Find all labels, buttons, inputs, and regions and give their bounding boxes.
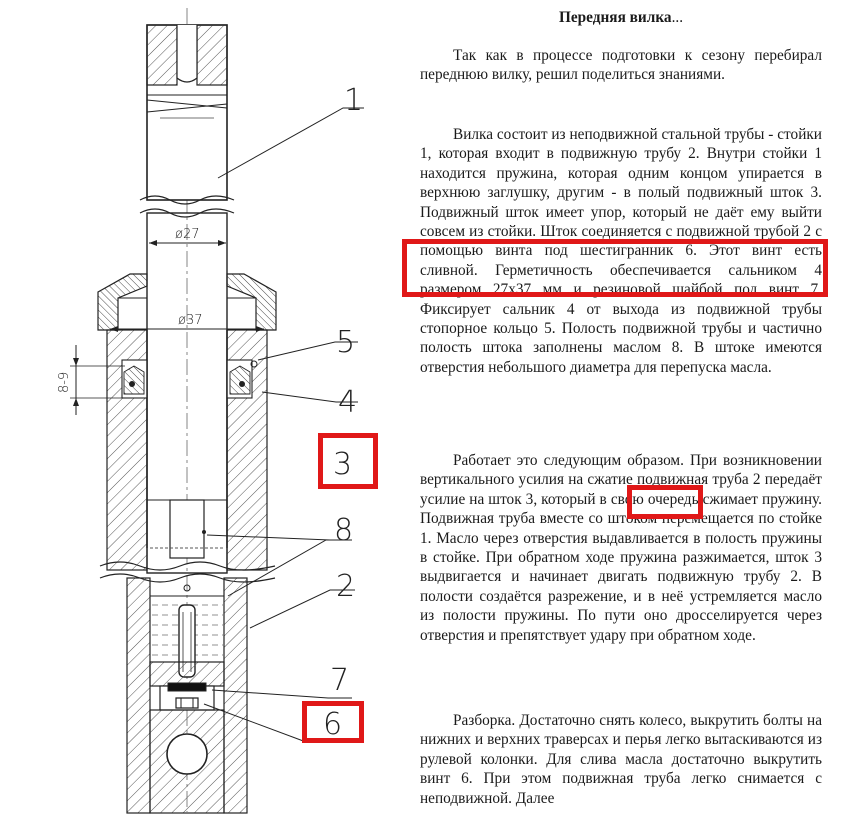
dim-d27-label: ø27 xyxy=(175,227,200,242)
part-label-4: 4 xyxy=(338,385,358,420)
dimension-d27 xyxy=(149,227,226,246)
paragraph-intro: Так как в процессе подготовки к сезону перебирал переднюю вилку, решил поделиться знаниями. xyxy=(420,47,822,84)
article-title: Передняя вилка... xyxy=(558,9,684,26)
slider-tube-lower xyxy=(127,578,247,813)
part-label-6: 6 xyxy=(323,707,343,742)
fork-drawing xyxy=(0,0,420,818)
part-label-7: 7 xyxy=(330,663,350,698)
article-body xyxy=(420,0,822,807)
stanchion-tube xyxy=(140,25,234,217)
dim-gap-label: 8-9 xyxy=(57,371,72,393)
paragraph-disassembly: Разборка. Достаточно снять колесо, выкрутить болты на нижних и верхних траверсах и перья легко вытаскиваются из рулевой колонки. Для слива масла достаточно выкрутить винт 6. При этом подвижная труба легко снимается с неподвижной. Далее xyxy=(420,712,822,807)
part-label-3: 3 xyxy=(333,447,353,482)
part-label-5: 5 xyxy=(336,325,356,360)
part-label-2: 2 xyxy=(336,569,356,604)
dim-d37-label: ø37 xyxy=(178,313,203,328)
part-label-1: 1 xyxy=(344,83,364,118)
dimension-d37 xyxy=(110,313,264,332)
part-label-8: 8 xyxy=(334,513,354,548)
paragraph-operation: Работает это следующим образом. При возникновении вертикального усилия на сжатие подвижная труба 2 передаёт усилие на шток 3, который в свою очередь сжимает пружину. Подвижная труба вместе со штоком перемещается по стойке 1. Масло через отверстия выдавливается в полость пружины в стойке. При обратном ходе пружина разжимается, шток 3 выдвигается и начинает двигать подвижную трубу 2. В полости создаётся разрежение, и в неё устремляется масло из полости пружины. По пути оно дросселируется через отверстия и препятствует удару при обратном ходе. xyxy=(420,452,822,644)
paragraph-structure: Вилка состоит из неподвижной стальной трубы - стойки 1, которая входит в подвижную трубу 2. Внутри стойки 1 находится пружина, которая одним концом упирается в верхнюю заглушку, другим - в полый подвижный шток 3. Подвижный шток имеет упор, который не даёт ему выйти совсем из стойки. Шток соединяется с подвижной трубой 2 с помощью винта под шестигранник 6. Этот винт есть сливной. Герметичность обеспечивается сальником 4 размером 27х37 мм и резиновой шайбой под винт 7. Фиксирует сальник 4 от выхода из подвижной трубы стопорное кольцо 5. Полость подвижной трубы и частично полость штока заполнены маслом 8. В штоке имеются отверстия небольшого диаметра для перепуска масла. xyxy=(420,126,822,376)
